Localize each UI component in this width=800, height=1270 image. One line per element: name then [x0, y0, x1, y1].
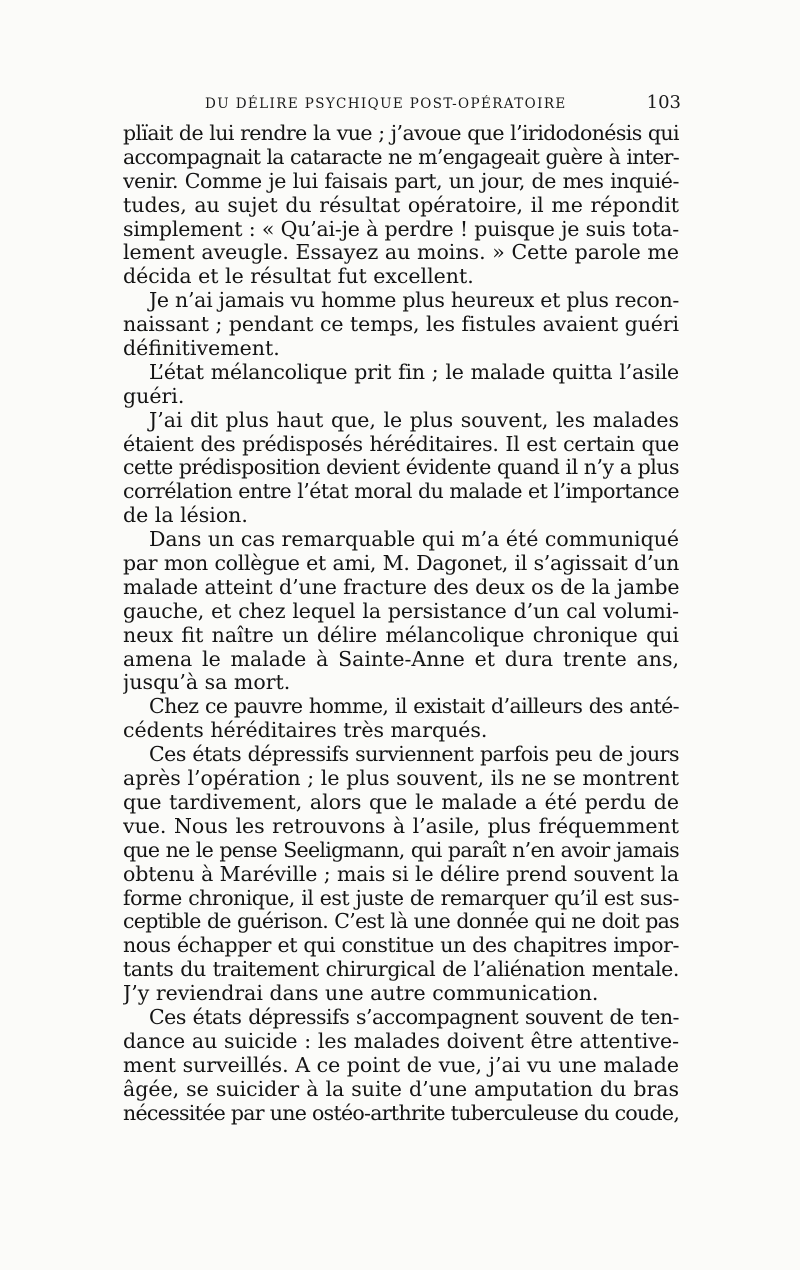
text-line: tudes, au sujet du résultat opératoire, il me répondit: [123, 193, 679, 217]
running-title: DU DÉLIRE PSYCHIQUE POST-OPÉRATOIRE: [205, 96, 567, 112]
page-number: 103: [646, 92, 681, 113]
text-line: dance au suicide : les malades doivent être attentive-: [123, 1029, 679, 1053]
text-line: par mon collègue et ami, M. Dagonet, il s’agissait d’un: [123, 552, 679, 576]
text-line: tants du traitement chirurgical de l’aliénation mentale.: [123, 958, 679, 982]
text-line: malade atteint d’une fracture des deux os de la jambe: [123, 575, 679, 599]
page-header: [123, 92, 683, 116]
text-line: J’ai dit plus haut que, le plus souvent, les malades: [149, 408, 679, 432]
text-line: cette prédisposition devient évidente quand il n’y a plus: [123, 456, 679, 480]
text-line: vue. Nous les retrouvons à l’asile, plus fréquemment: [123, 814, 679, 838]
text-line: Je n’ai jamais vu homme plus heureux et plus recon-: [149, 289, 679, 313]
text-line: neux fit naître un délire mélancolique chronique qui: [123, 623, 679, 647]
text-line: que ne le pense Seeligmann, qui paraît n’en avoir jamais: [123, 838, 679, 862]
text-line: plïait de lui rendre la vue ; j’avoue que l’iridodonésis qui: [123, 122, 679, 145]
text-line: définitivement.: [123, 337, 280, 361]
text-line: jusqu’à sa mort.: [123, 671, 291, 695]
text-line: amena le malade à Sainte-Anne et dura trente ans,: [123, 647, 679, 671]
text-line: âgée, se suicider à la suite d’une amputation du bras: [123, 1077, 679, 1101]
text-line: après l’opération ; le plus souvent, ils ne se montrent: [123, 767, 679, 791]
text-line: Chez ce pauvre homme, il existait d’ailleurs des anté-: [149, 695, 679, 719]
text-line: décida et le résultat fut excellent.: [123, 265, 474, 289]
body-text: [123, 122, 679, 1125]
text-line: venir. Comme je lui faisais part, un jour, de mes inquié-: [123, 169, 679, 193]
text-line: ceptible de guérison. C’est là une donnée qui ne doit pas: [123, 910, 679, 934]
text-line: cédents héréditaires très marqués.: [123, 719, 488, 743]
text-line: Ces états dépressifs surviennent parfois peu de jours: [149, 743, 679, 767]
text-line: naissant ; pendant ce temps, les fistules avaient guéri: [123, 313, 679, 337]
text-line: corrélation entre l’état moral du malade et l’importance: [123, 480, 679, 504]
text-line: Ces états dépressifs s’accompagnent souvent de ten-: [149, 1005, 679, 1029]
text-line: nous échapper et qui constitue un des chapitres impor-: [123, 934, 679, 958]
text-line: gauche, et chez lequel la persistance d’un cal volumi-: [123, 599, 679, 623]
text-line: simplement : « Qu’ai-je à perdre ! puisque je suis tota-: [123, 217, 679, 241]
text-line: guéri.: [123, 384, 185, 408]
text-line: ment surveillés. A ce point de vue, j’ai vu une malade: [123, 1053, 679, 1077]
text-line: lement aveugle. Essayez au moins. » Cette parole me: [123, 241, 679, 265]
text-line: forme chronique, il est juste de remarquer qu’il est sus-: [123, 886, 679, 910]
text-line: accompagnait la cataracte ne m’engageait guère à inter-: [123, 145, 679, 169]
text-line: obtenu à Maréville ; mais si le délire prend souvent la: [123, 862, 679, 886]
text-line: étaient des prédisposés héréditaires. Il est certain que: [123, 432, 679, 456]
text-line: nécessitée par une ostéo-arthrite tuberculeuse du coude,: [123, 1101, 679, 1125]
text-line: de la lésion.: [123, 504, 248, 528]
text-line: J’y reviendrai dans une autre communication.: [123, 982, 599, 1006]
text-line: L’état mélancolique prit fin ; le malade quitta l’asile: [149, 360, 679, 384]
text-line: que tardivement, alors que le malade a été perdu de: [123, 790, 679, 814]
text-line: Dans un cas remarquable qui m’a été communiqué: [149, 528, 679, 552]
